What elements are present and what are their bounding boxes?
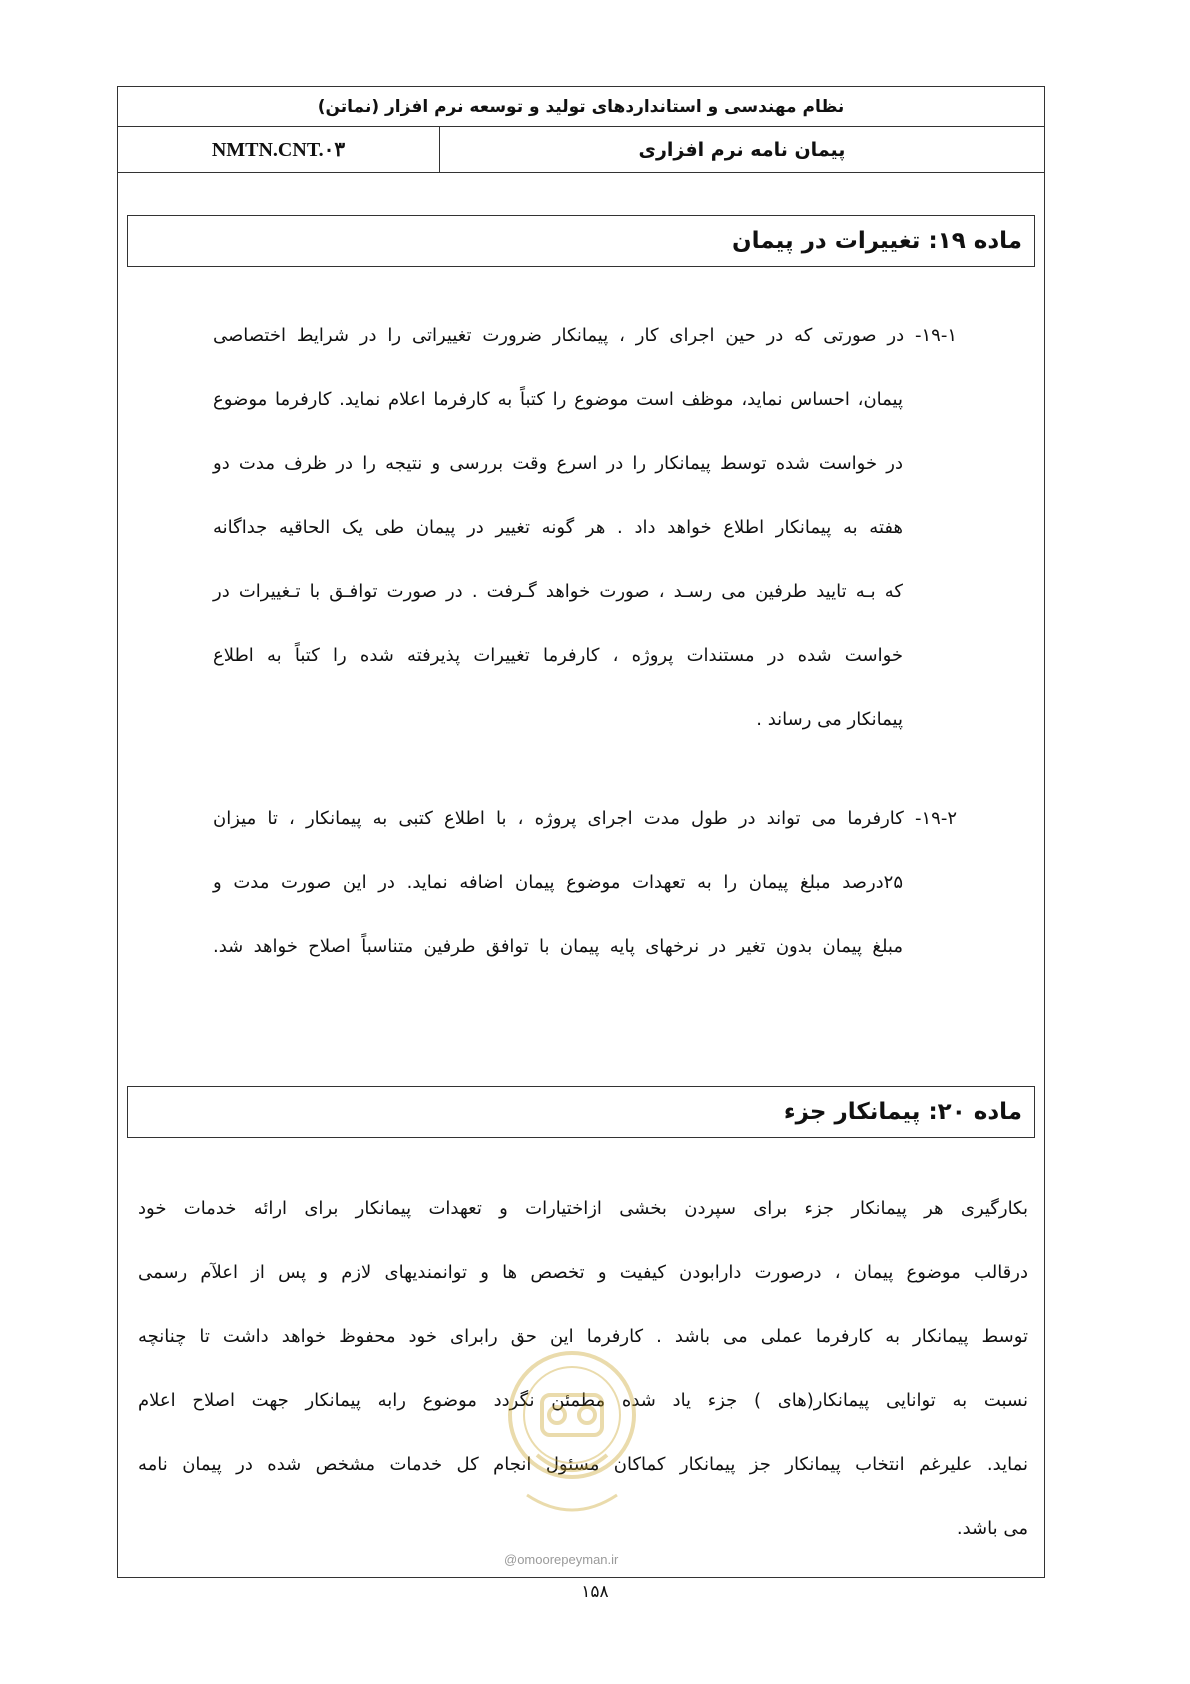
- page-number: ۱۵۸: [581, 1582, 609, 1602]
- document-title: پیمان نامه نرم افزاری: [638, 138, 846, 161]
- clause-line: ۱۹-۲- کارفرما می تواند در طول مدت اجرای پروژه ، با اطلاع کتبی به پیمانکار ، تا میزان: [213, 808, 957, 829]
- body-line: می باشد.: [956, 1518, 1028, 1539]
- body-line: بکارگیری هر پیمانکار جزء برای سپردن بخشی ازاختیارات و تعهدات پیمانکار برای ارائه خدمات خود: [138, 1198, 1028, 1219]
- watermark-url: @omoorepeyman.ir: [504, 1552, 619, 1567]
- article-19-heading: ماده ۱۹: تغییرات در پیمان: [127, 215, 1035, 267]
- body-line: نسبت به توانایی پیمانکار(های ) جزء یاد شده مطمئن نگردد موضوع رابه پیمانکار جهت اصلاح اعلام: [138, 1390, 1028, 1411]
- header-doc-row: [118, 127, 1044, 173]
- article-19-clause-1: [213, 304, 957, 752]
- header-organization: نظام مهندسی و استانداردهای تولید و توسعه نرم افزار (نماتن): [118, 87, 1044, 127]
- clause-line: در خواست شده توسط پیمانکار را در اسرع وقت بررسی و نتیجه را در ظرف مدت دو: [213, 453, 903, 474]
- body-line: توسط پیمانکار به کارفرما عملی می باشد . کارفرما این حق رابرای خود محفوظ خواهد داشت تا چنانچه: [138, 1326, 1028, 1347]
- document-code: NMTN.CNT.۰۳: [118, 127, 440, 172]
- clause-line: هفته به پیمانکار اطلاع خواهد داد . هر گونه تغییر در پیمان طی یک الحاقیه جداگانه: [213, 517, 903, 538]
- article-19-clause-2: [213, 787, 957, 979]
- clause-line: ۱۹-۱- در صورتی که در حین اجرای کار ، پیمانکار ضرورت تغییراتی را در شرایط اختصاصی: [213, 325, 957, 346]
- clause-line: خواست شده در مستندات پروژه ، کارفرما تغییرات پذیرفته شده را کتباً به اطلاع: [213, 645, 903, 666]
- clause-line: مبلغ پیمان بدون تغیر در نرخهای پایه پیمان با توافق طرفین متناسباً اصلاح خواهد شد.: [213, 936, 903, 957]
- clause-line: پیمان، احساس نماید، موظف است موضوع را کتباً به کارفرما اعلام نماید. کارفرما موضوع: [213, 389, 903, 410]
- article-20-heading: ماده ۲۰: پیمانکار جزء: [127, 1086, 1035, 1138]
- watermark-seal-icon: [497, 1335, 647, 1535]
- body-line: درقالب موضوع پیمان ، درصورت دارابودن کیفیت و تخصص ها و توانمندیهای لازم و پس از اعلآم رسمی: [138, 1262, 1028, 1283]
- clause-line: که بـه تایید طرفین می رسـد ، صورت خواهد گـرفت . در صورت توافـق با تـغییرات در: [213, 581, 903, 602]
- clause-line: ۲۵درصد مبلغ پیمان را به تعهدات موضوع پیمان اضافه نماید. در این صورت مدت و: [213, 872, 903, 893]
- body-line: نماید. علیرغم انتخاب پیمانکار جز پیمانکار کماکان مسئول انجام کل خدمات مشخص شده در پیمان نامه: [138, 1454, 1028, 1475]
- clause-line: پیمانکار می رساند .: [756, 709, 903, 730]
